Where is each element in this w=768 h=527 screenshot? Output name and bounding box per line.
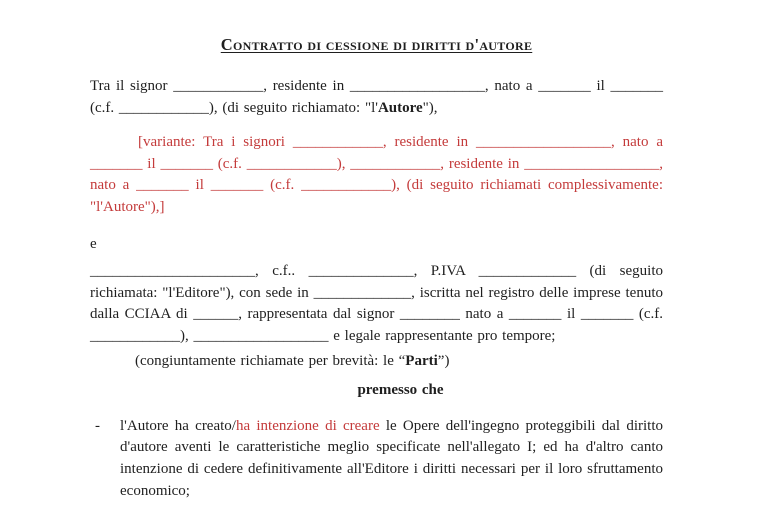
parties-shorthand-pre: (congiuntamente richiamate per brevità: le “: [135, 352, 406, 369]
author-clause-paragraph: [90, 76, 663, 119]
premise-item-pre: l'Autore ha creato/: [120, 417, 236, 434]
parties-label-bold: Parti: [405, 352, 438, 369]
variant-clause-text: [variante: Tra i signori ____________, residente in __________________, nato a _______ il _______ (c.f. ____________), ____________, residente in __________________, nato a _______ il _______ (c.f. ____________), (di seguito richiamati complessivamente: "l'Autore"),]: [90, 134, 663, 215]
conjunction-paragraph: [90, 234, 663, 256]
contract-content: [90, 0, 663, 502]
bullet-dash-marker: -: [95, 417, 100, 434]
premise-heading: [90, 380, 663, 402]
author-clause-text: Tra il signor ____________, residente in __________________, nato a _______ il _______ (c.f. ____________), (di seguito richiamato: "l': [90, 78, 663, 116]
premise-item-red-alternative: ha intenzione di creare: [235, 417, 380, 434]
contract-title-text: Contratto di cessione di diritti d'autore: [220, 35, 533, 54]
conjunction-text: e: [90, 235, 97, 252]
parties-shorthand-paragraph: [90, 351, 663, 373]
publisher-clause-paragraph: [90, 261, 663, 347]
contract-title: [90, 34, 663, 56]
author-clause-tail: "),: [422, 99, 438, 116]
author-label-bold: Autore: [377, 99, 423, 116]
premise-item-post: le Opere dell'ingegno proteggibili dal diritto d'autore aventi le caratteristiche meglio specificate nell'allegato I; ed ha d'altro canto intenzione di cedere definitivamente all'Editore i diritti necessari per il loro sfruttamento economico;: [120, 417, 664, 499]
parties-shorthand-post: ”): [437, 352, 450, 369]
premise-heading-text: premesso che: [357, 382, 444, 399]
variant-clause-paragraph: [90, 132, 663, 218]
publisher-clause-text: ______________________, c.f.. ______________, P.IVA _____________ (di seguito richiamata: "l'Editore"), con sede in _____________, iscritta nel registro delle imprese tenuto dalla CCIAA di ______, rappresentata dal signor ________ nato a _______ il _______ (c.f. ____________), __________________ e legale rappresentante pro tempore;: [90, 263, 663, 344]
premise-item: [90, 416, 663, 502]
